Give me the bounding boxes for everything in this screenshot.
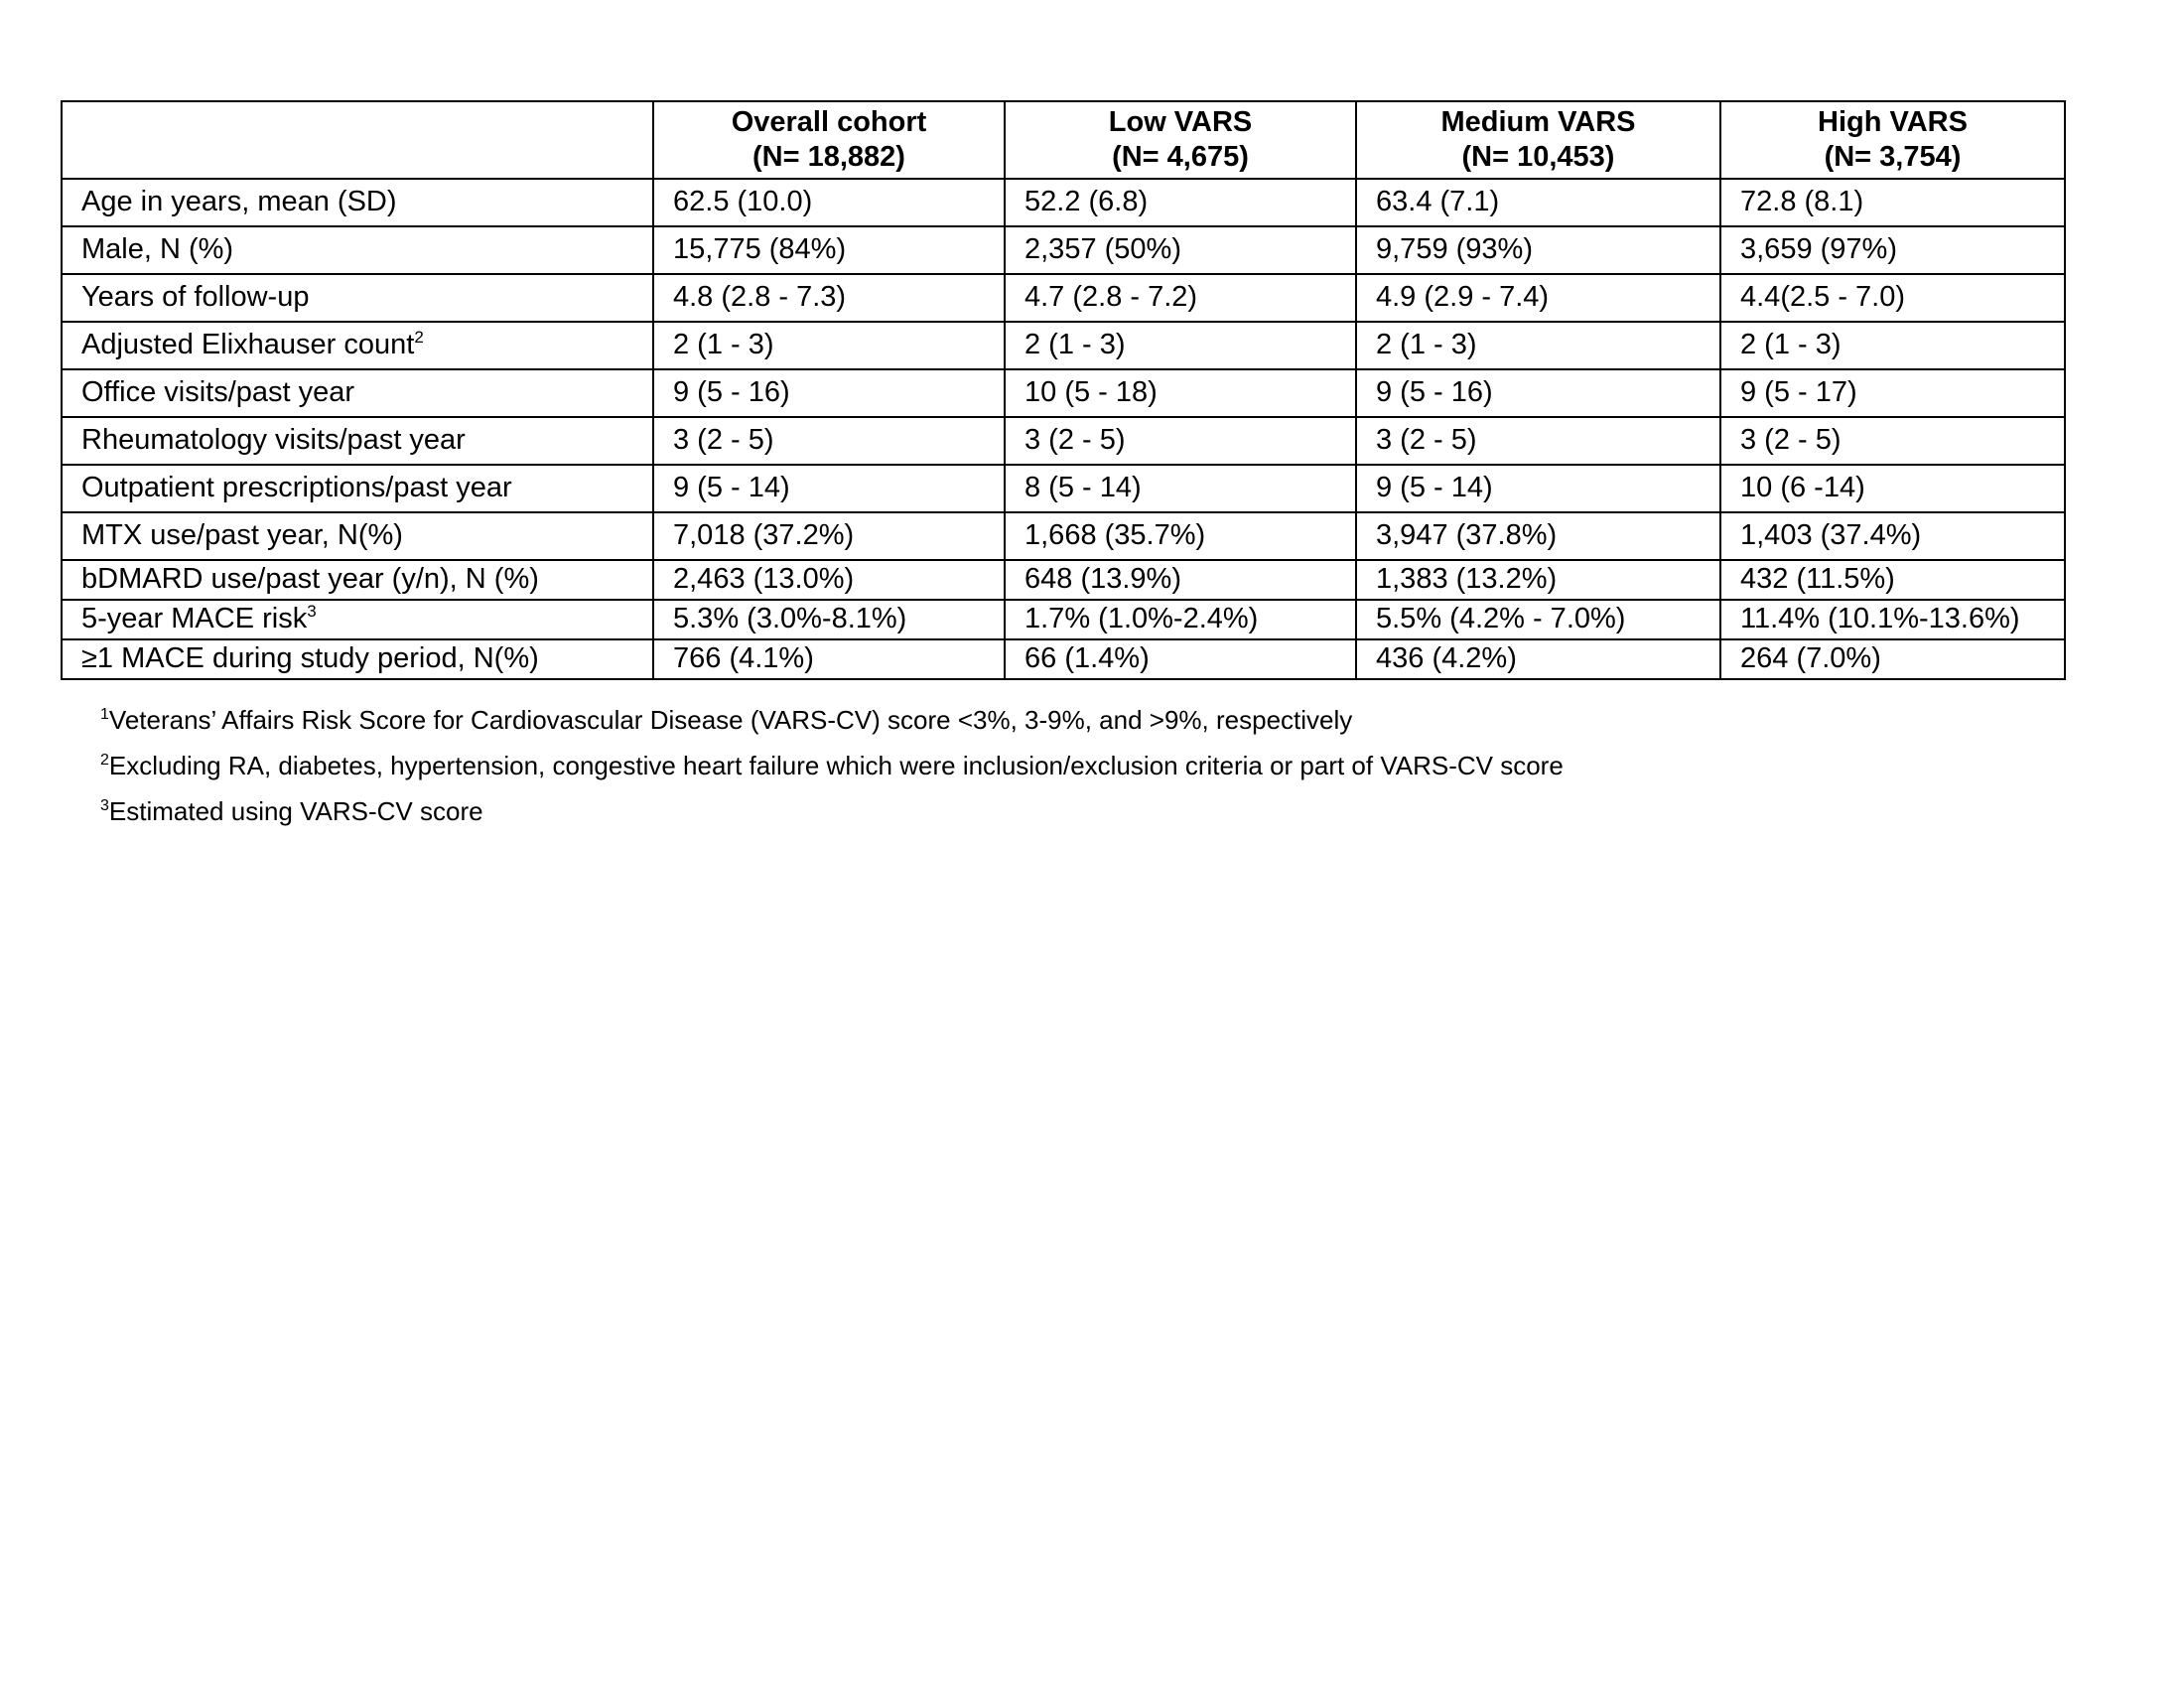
cell-medium-vars: 436 (4.2%) bbox=[1356, 639, 1720, 679]
header-n: (N= 18,882) bbox=[752, 141, 905, 173]
table-body bbox=[62, 179, 2065, 679]
row-label bbox=[62, 600, 653, 639]
footnote-text: Veterans’ Affairs Risk Score for Cardiovascular Disease (VARS-CV) score <3%, 3-9%, and >9%, respectively bbox=[108, 705, 1353, 735]
row-label bbox=[62, 226, 653, 274]
row-label-text: Years of follow-up bbox=[81, 281, 310, 314]
footnote-marker: 1 bbox=[100, 706, 109, 723]
table-row bbox=[62, 226, 2065, 274]
cell-overall: 9 (5 - 16) bbox=[653, 369, 1005, 417]
table-footnotes bbox=[100, 697, 1564, 834]
cell-overall: 5.3% (3.0%-8.1%) bbox=[653, 600, 1005, 639]
table-row bbox=[62, 274, 2065, 322]
cell-low-vars: 1,668 (35.7%) bbox=[1005, 512, 1356, 560]
footnote bbox=[100, 697, 1564, 743]
row-label bbox=[62, 639, 653, 679]
cell-overall: 766 (4.1%) bbox=[653, 639, 1005, 679]
row-label-text: ≥1 MACE during study period, N(%) bbox=[81, 642, 539, 675]
cell-low-vars: 52.2 (6.8) bbox=[1005, 179, 1356, 226]
row-label bbox=[62, 512, 653, 560]
cell-low-vars: 3 (2 - 5) bbox=[1005, 417, 1356, 465]
cell-overall: 2,463 (13.0%) bbox=[653, 560, 1005, 600]
cell-low-vars: 4.7 (2.8 - 7.2) bbox=[1005, 274, 1356, 322]
cell-high-vars: 2 (1 - 3) bbox=[1720, 322, 2065, 369]
row-label-text: Office visits/past year bbox=[81, 376, 355, 409]
row-label bbox=[62, 465, 653, 512]
cell-high-vars: 1,403 (37.4%) bbox=[1720, 512, 2065, 560]
cell-overall: 4.8 (2.8 - 7.3) bbox=[653, 274, 1005, 322]
table-row bbox=[62, 512, 2065, 560]
cell-low-vars: 10 (5 - 18) bbox=[1005, 369, 1356, 417]
header-title: Medium VARS bbox=[1440, 106, 1636, 138]
cell-high-vars: 11.4% (10.1%-13.6%) bbox=[1720, 600, 2065, 639]
cell-high-vars: 3,659 (97%) bbox=[1720, 226, 2065, 274]
header-title: Overall cohort bbox=[731, 106, 927, 138]
cell-medium-vars: 63.4 (7.1) bbox=[1356, 179, 1720, 226]
row-label-text: Adjusted Elixhauser count bbox=[81, 329, 415, 361]
footnote bbox=[100, 788, 1564, 834]
cell-medium-vars: 4.9 (2.9 - 7.4) bbox=[1356, 274, 1720, 322]
row-label-text: 5-year MACE risk bbox=[81, 603, 308, 635]
header-cell-low-vars bbox=[1005, 101, 1356, 179]
cell-high-vars: 9 (5 - 17) bbox=[1720, 369, 2065, 417]
cell-overall: 62.5 (10.0) bbox=[653, 179, 1005, 226]
table-row bbox=[62, 322, 2065, 369]
cell-low-vars: 2,357 (50%) bbox=[1005, 226, 1356, 274]
cell-low-vars: 2 (1 - 3) bbox=[1005, 322, 1356, 369]
header-title: Low VARS bbox=[1108, 106, 1253, 138]
cell-overall: 9 (5 - 14) bbox=[653, 465, 1005, 512]
row-label bbox=[62, 560, 653, 600]
table-row bbox=[62, 560, 2065, 600]
row-label bbox=[62, 417, 653, 465]
footnote-text: Estimated using VARS-CV score bbox=[108, 796, 483, 826]
row-label-text: bDMARD use/past year (y/n), N (%) bbox=[81, 563, 539, 596]
header-cell-overall bbox=[653, 101, 1005, 179]
table-row bbox=[62, 417, 2065, 465]
table-row bbox=[62, 639, 2065, 679]
cell-medium-vars: 9 (5 - 14) bbox=[1356, 465, 1720, 512]
cell-overall: 7,018 (37.2%) bbox=[653, 512, 1005, 560]
row-label-text: MTX use/past year, N(%) bbox=[81, 519, 403, 552]
cell-medium-vars: 3 (2 - 5) bbox=[1356, 417, 1720, 465]
footnote bbox=[100, 743, 1564, 788]
table-row bbox=[62, 369, 2065, 417]
cell-medium-vars: 1,383 (13.2%) bbox=[1356, 560, 1720, 600]
cell-high-vars: 10 (6 -14) bbox=[1720, 465, 2065, 512]
cell-medium-vars: 2 (1 - 3) bbox=[1356, 322, 1720, 369]
cell-high-vars: 264 (7.0%) bbox=[1720, 639, 2065, 679]
footnote-marker: 2 bbox=[414, 328, 424, 348]
cell-low-vars: 8 (5 - 14) bbox=[1005, 465, 1356, 512]
footnote-text: Excluding RA, diabetes, hypertension, congestive heart failure which were inclusion/exclusion criteria or part of VARS-CV score bbox=[108, 751, 1564, 780]
cell-overall: 3 (2 - 5) bbox=[653, 417, 1005, 465]
row-label bbox=[62, 179, 653, 226]
table-row bbox=[62, 465, 2065, 512]
header-title: High VARS bbox=[1818, 106, 1968, 138]
cell-medium-vars: 9 (5 - 16) bbox=[1356, 369, 1720, 417]
row-label bbox=[62, 322, 653, 369]
row-label-text: Male, N (%) bbox=[81, 233, 234, 266]
footnote-marker: 3 bbox=[100, 797, 109, 814]
cell-medium-vars: 9,759 (93%) bbox=[1356, 226, 1720, 274]
cell-overall: 2 (1 - 3) bbox=[653, 322, 1005, 369]
cell-high-vars: 3 (2 - 5) bbox=[1720, 417, 2065, 465]
cell-overall: 15,775 (84%) bbox=[653, 226, 1005, 274]
table-row bbox=[62, 179, 2065, 226]
cell-low-vars: 1.7% (1.0%-2.4%) bbox=[1005, 600, 1356, 639]
cohort-characteristics-table bbox=[61, 100, 2066, 680]
footnote-marker: 2 bbox=[100, 752, 109, 769]
row-label-text: Age in years, mean (SD) bbox=[81, 186, 397, 218]
cell-medium-vars: 3,947 (37.8%) bbox=[1356, 512, 1720, 560]
row-label bbox=[62, 369, 653, 417]
footnote-marker: 3 bbox=[307, 602, 317, 622]
row-label-text: Outpatient prescriptions/past year bbox=[81, 472, 512, 504]
header-cell-high-vars bbox=[1720, 101, 2065, 179]
row-label bbox=[62, 274, 653, 322]
header-n: (N= 4,675) bbox=[1112, 141, 1249, 173]
header-cell-blank bbox=[62, 101, 653, 179]
table-row bbox=[62, 600, 2065, 639]
cell-low-vars: 66 (1.4%) bbox=[1005, 639, 1356, 679]
cell-high-vars: 4.4(2.5 - 7.0) bbox=[1720, 274, 2065, 322]
cell-medium-vars: 5.5% (4.2% - 7.0%) bbox=[1356, 600, 1720, 639]
header-cell-medium-vars bbox=[1356, 101, 1720, 179]
cell-low-vars: 648 (13.9%) bbox=[1005, 560, 1356, 600]
row-label-text: Rheumatology visits/past year bbox=[81, 424, 466, 457]
cell-high-vars: 72.8 (8.1) bbox=[1720, 179, 2065, 226]
table-header-row bbox=[62, 101, 2065, 179]
cell-high-vars: 432 (11.5%) bbox=[1720, 560, 2065, 600]
header-n: (N= 10,453) bbox=[1461, 141, 1615, 173]
header-n: (N= 3,754) bbox=[1824, 141, 1962, 173]
